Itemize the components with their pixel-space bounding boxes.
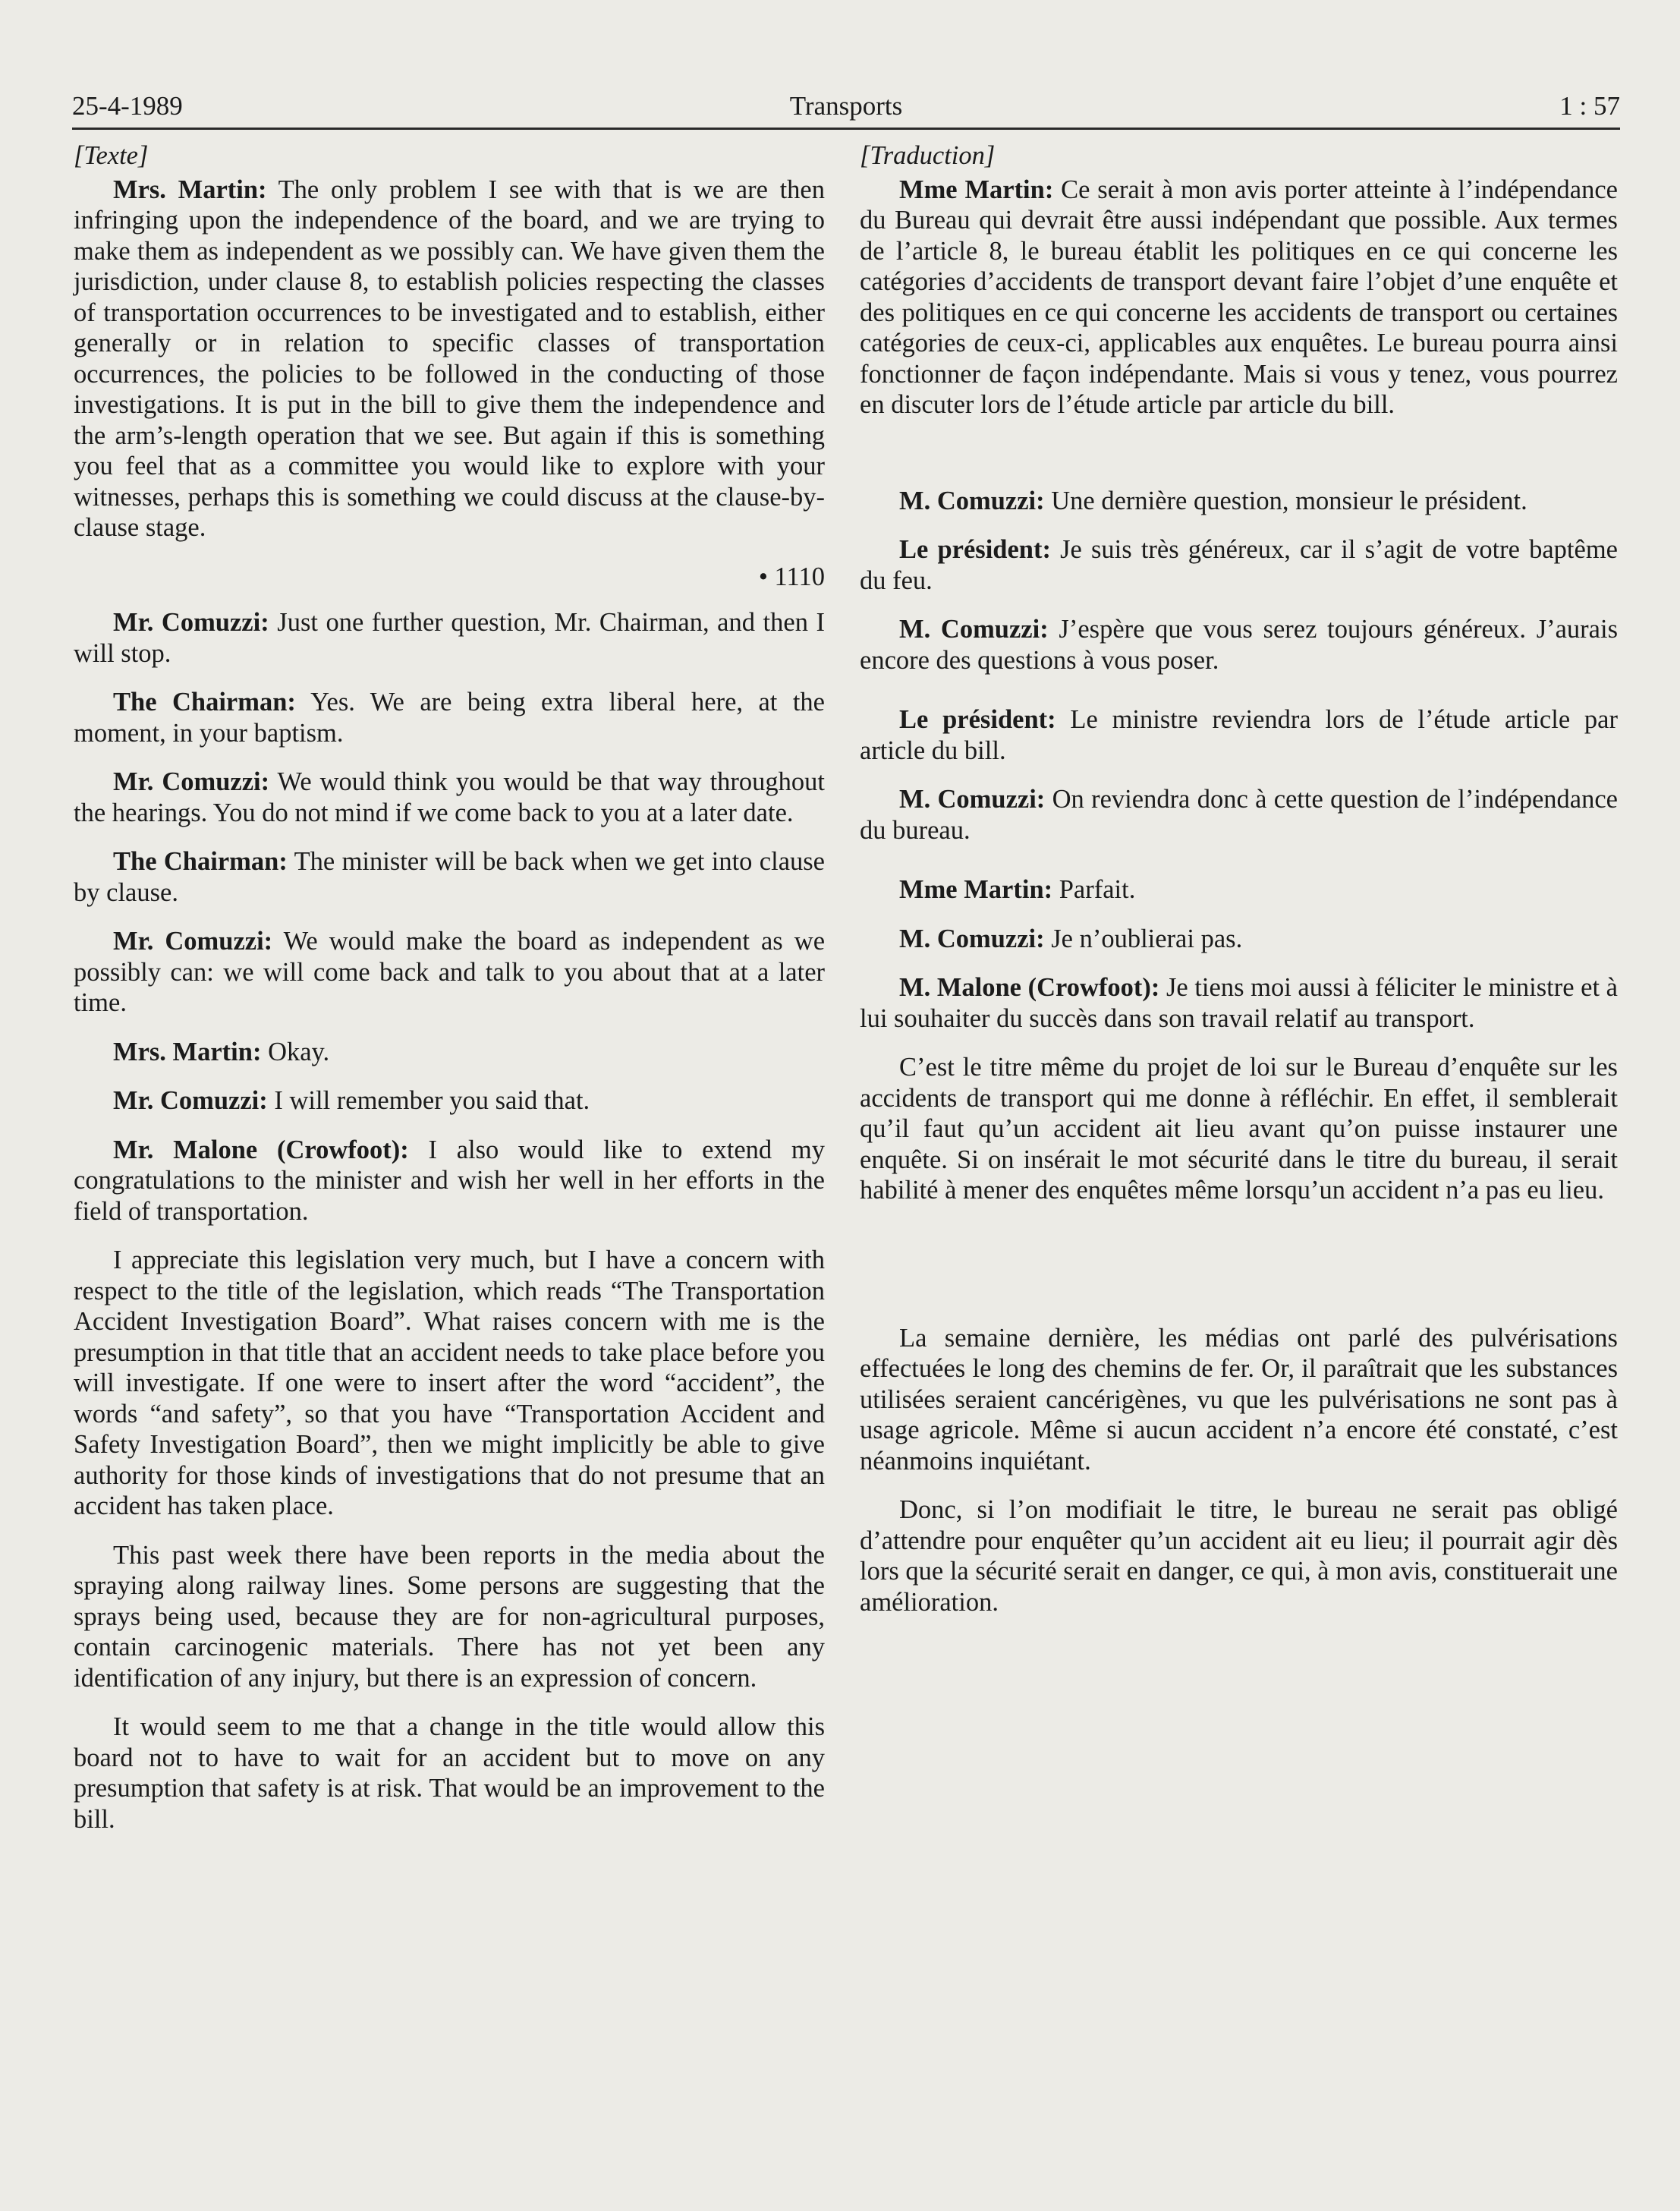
french-column: [860, 140, 1618, 1636]
speaker-name: M. Comuzzi:: [899, 785, 1046, 814]
speech-text: On reviendra donc à cette question de l’indépendance du bureau.: [860, 785, 1618, 845]
speech-text: I also would like to extend my congratulations to the minister and wish her well in her efforts in the field of transportation.: [74, 1135, 825, 1226]
speaker-name: Mr. Malone (Crowfoot):: [113, 1135, 409, 1164]
header-page-number: 1 : 57: [1559, 91, 1620, 121]
language-tag: [Traduction]: [860, 141, 996, 170]
header-date: 25-4-1989: [72, 91, 183, 121]
speech-text: We would think you would be that way throughout the hearings. You do not mind if we come back to you at a later date.: [74, 767, 826, 827]
speech-text: Je suis très généreux, car il s’agit de votre baptême du feu.: [860, 535, 1618, 595]
paragraph: [74, 926, 825, 1019]
speech-text: Une dernière question, monsieur le président.: [1044, 486, 1527, 515]
paragraph: This past week there have been reports in the media about the spraying along railway lines. Some persons are suggesting that the sprays being used, because they are for non-agricultural purposes, contain carcinogenic materials. There has not yet been any identification of any injury, but there is an expression of concern.: [74, 1540, 825, 1693]
speech-text: Okay.: [261, 1037, 330, 1066]
paragraph: [860, 784, 1618, 846]
paragraph: [860, 614, 1618, 676]
spacer: [860, 439, 1618, 486]
english-column: [74, 140, 825, 1853]
paragraph: It would seem to me that a change in the title would allow this board not to have to wait for an accident but to move on any presumption that safety is at risk. That would be an improvement to the bill.: [74, 1712, 825, 1834]
page-header: [72, 82, 1620, 130]
paragraph: [860, 924, 1618, 955]
speaker-name: Mme Martin:: [899, 875, 1053, 904]
paragraph: [74, 1085, 825, 1117]
paragraph: [860, 534, 1618, 596]
speaker-name: Mme Martin:: [899, 175, 1054, 204]
speech-text: Je tiens moi aussi à féliciter le ministre et à lui souhaiter du succès dans son travail relatif au transport.: [860, 973, 1618, 1033]
speaker-name: M. Malone (Crowfoot):: [899, 973, 1160, 1002]
paragraph: [74, 846, 825, 908]
speaker-name: Mrs. Martin:: [113, 1037, 262, 1066]
speaker-name: Le président:: [899, 705, 1056, 734]
speech-text: Parfait.: [1052, 875, 1136, 904]
speaker-name: The Chairman:: [113, 847, 288, 876]
speech-text: Le ministre reviendra lors de l’étude article par article du bill.: [860, 705, 1618, 765]
paragraph: C’est le titre même du projet de loi sur le Bureau d’enquête sur les accidents de transport qui me donne à réfléchir. En effet, il semblerait qu’il faut qu’un accident ait lieu avant qu’on puisse instaurer une enquête. Si on insérait le mot sécurité dans le titre du bureau, il serait habilité à mener des enquêtes même lorsqu’un accident n’a pas eu lieu.: [860, 1053, 1618, 1205]
speaker-name: M. Comuzzi:: [899, 615, 1049, 644]
paragraph: [74, 1135, 825, 1227]
paragraph: [74, 687, 825, 748]
paragraph: [860, 704, 1618, 766]
paragraph: [74, 767, 825, 828]
speaker-name: M. Comuzzi:: [899, 486, 1045, 515]
paragraph: La semaine dernière, les médias ont parlé des pulvérisations effectuées le long des chemins de fer. Or, il paraîtrait que les substances utilisées seraient cancérigènes, vu que les pulvérisations ne sont pas à usage agricole. Même si aucun accident n’a encore été constaté, c’est néanmoins inquiétant.: [860, 1323, 1618, 1476]
speech-text: The only problem I see with that is we are then infringing upon the independence of the board, and we are trying to make them as independent as we possibly can. We have given them the jurisdiction, under clause 8, to establish policies respecting the classes of transportation occurrences to be investigated and to establish, either generally or in relation to specific classes of transportation occurrences, the policies to be followed in the conducting of those investigations. It is put in the bill to give them the independence and the arm’s-length operation that we see. But again if this is something you feel that as a committee you would like to explore with your witnesses, perhaps this is something we could discuss at the clause-by-clause stage.: [74, 175, 825, 542]
speech-text: We would make the board as independent as we possibly can: we will come back and talk to you about that at a later time.: [74, 927, 826, 1017]
speech-text: Yes. We are being extra liberal here, at the moment, in your baptism.: [74, 688, 825, 748]
paragraph: [860, 175, 1618, 420]
speaker-name: M. Comuzzi:: [899, 924, 1045, 953]
speaker-name: Mr. Comuzzi:: [113, 1086, 268, 1115]
paragraph: [74, 175, 825, 543]
paragraph: [74, 607, 825, 669]
speech-text: I will remember you said that.: [267, 1086, 590, 1115]
speaker-name: The Chairman:: [113, 688, 296, 717]
spacer: [860, 1224, 1618, 1323]
paragraph: [860, 874, 1618, 906]
speaker-name: Mr. Comuzzi:: [113, 767, 270, 796]
speech-text: J’espère que vous serez toujours généreux. J’aurais encore des questions à vous poser.: [860, 615, 1618, 675]
spacer: [860, 864, 1618, 874]
speaker-name: Mr. Comuzzi:: [113, 608, 269, 637]
speaker-name: Mr. Comuzzi:: [113, 927, 273, 956]
speech-text: Just one further question, Mr. Chairman, and then I will stop.: [74, 608, 826, 668]
speech-text: Ce serait à mon avis porter atteinte à l’indépendance du Bureau qui devrait être aussi indépendant que possible. Aux termes de l’article 8, le bureau établit les politiques en ce qui concerne les catégories d’accidents de transport devant faire l’objet d’une enquête et des politiques en ce qui concerne les accidents de transport ou certaines catégories de ceux-ci, applicables aux enquêtes. Le bureau pourra ainsi fonctionner de façon indépendante. Mais si vous y tenez, vous pourrez en discuter lors de l’étude article par article du bill.: [860, 175, 1618, 419]
paragraph: Donc, si l’on modifiait le titre, le bureau ne serait pas obligé d’attendre pour enquêter qu’un accident ait eu lieu; il pourrait agir dès lors que la sécurité serait en danger, ce qui, à mon avis, constituerait une amélioration.: [860, 1495, 1618, 1617]
paragraph: I appreciate this legislation very much, but I have a concern with respect to the title of the legislation, which reads “The Transportation Accident Investigation Board”. What raises concern with me is the presumption in that title that an accident needs to take place before you will investigate. If one were to insert after the word “accident”, the words “and safety”, so that you have “Transportation Accident and Safety Investigation Board”, then we might implicitly be able to give authority for those kinds of investigations that do not presume that an accident has taken place.: [74, 1246, 825, 1520]
language-tag: [Texte]: [74, 141, 149, 170]
header-title: Transports: [789, 91, 903, 121]
speech-text: Je n’oublierai pas.: [1044, 924, 1243, 953]
paragraph: [74, 1037, 825, 1068]
paragraph: [860, 972, 1618, 1034]
speaker-name: Mrs. Martin:: [113, 175, 267, 204]
spacer: [860, 694, 1618, 704]
paragraph: [860, 486, 1618, 517]
speaker-name: Le président:: [899, 535, 1051, 564]
time-marker: • 1110: [758, 562, 825, 591]
speech-text: The minister will be back when we get into clause by clause.: [74, 847, 825, 907]
